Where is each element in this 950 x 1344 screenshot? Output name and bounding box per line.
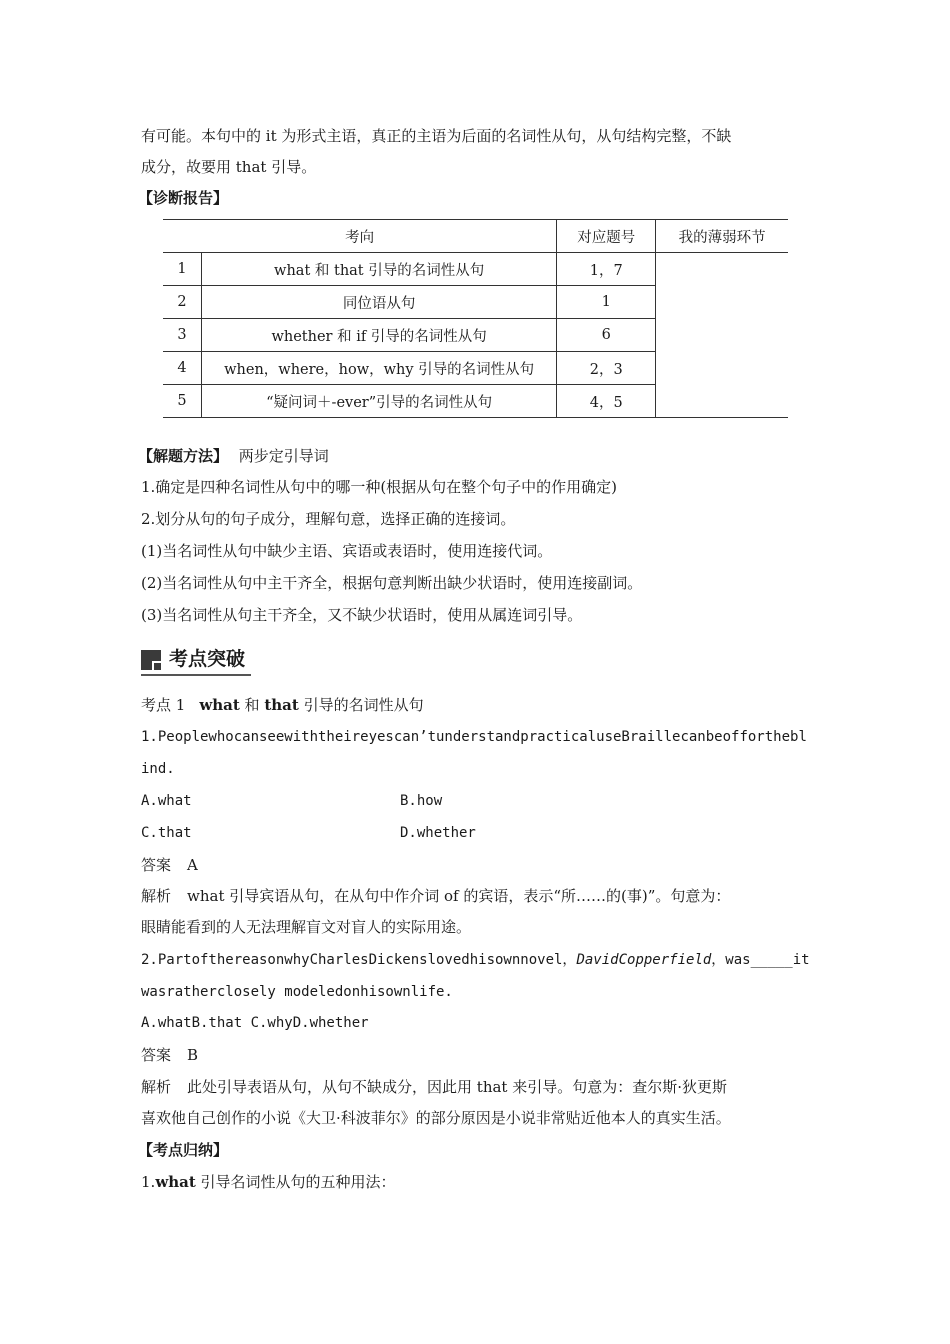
method-step-2-1: (1)当名词性从句中缺少主语、宾语或表语时，使用连接代词。 — [141, 542, 553, 560]
row-topic: “疑问词＋-ever”引导的名词性从句 — [201, 385, 556, 418]
diagnosis-table — [163, 219, 788, 418]
question-1-option-b: B.how — [400, 793, 443, 809]
column-header-topic: 考向 — [163, 220, 557, 253]
question-1-option-d: D.whether — [400, 825, 476, 841]
question-1-option-c: C.that — [141, 825, 192, 841]
analysis-text: 此处引导表语从句，从句不缺成分，因此用 that 来引导。句意为：查尔斯·狄更斯 — [187, 1078, 727, 1096]
row-number: 1 — [163, 253, 201, 286]
question-2-text-post: ，was_____it — [711, 952, 810, 968]
question-2-options: A.whatB.that C.whyD.whether — [141, 1015, 369, 1031]
question-1-option-a: A.what — [141, 793, 192, 809]
row-topic: 同位语从句 — [201, 286, 556, 319]
column-header-items: 对应题号 — [557, 220, 656, 253]
question-1-analysis-line-2: 眼睛能看到的人无法理解盲文对盲人的实际用途。 — [141, 918, 472, 936]
section-title: 考点突破 — [169, 648, 246, 670]
row-items: 2，3 — [557, 352, 656, 385]
point-1-connector: 和 — [239, 696, 265, 714]
method-step-2: 2.划分从句的句子成分，理解句意，选择正确的连接词。 — [141, 510, 516, 528]
point-1-title — [141, 695, 424, 715]
question-1-analysis-line-1 — [141, 886, 730, 906]
question-2-novel-title: DavidCopperfield — [576, 952, 712, 968]
row-number: 5 — [163, 385, 201, 418]
diagnosis-heading: 【诊断报告】 — [138, 189, 229, 207]
table-header-row — [163, 220, 788, 253]
method-step-2-3: (3)当名词性从句主干齐全，又不缺少状语时，使用从属连词引导。 — [141, 606, 583, 624]
question-2-line-1 — [141, 950, 810, 970]
answer-label: 答案 — [141, 856, 172, 874]
method-title: 两步定引导词 — [238, 447, 329, 465]
row-items: 6 — [557, 319, 656, 352]
question-1-line-1: 1.Peoplewhocanseewiththeireyescan’tunderstandpracticaluseBraillecanbeofforthebl — [141, 729, 807, 745]
point-1-keyword-what: what — [199, 696, 240, 714]
row-items: 4，5 — [557, 385, 656, 418]
analysis-label: 解析 — [141, 887, 172, 905]
point-1-keyword-that: that — [264, 696, 299, 714]
row-items: 1 — [557, 286, 656, 319]
analysis-text: what 引导宾语从句，在从句中作介词 of 的宾语，表示“所……的(事)”。句意为： — [187, 887, 731, 905]
summary-item-keyword: what — [155, 1173, 196, 1191]
row-topic: whether 和 if 引导的名词性从句 — [201, 319, 556, 352]
weakness-cell[interactable] — [656, 253, 788, 418]
question-2-line-2: wasratherclosely modeledonhisownlife. — [141, 984, 453, 1000]
column-header-weakness: 我的薄弱环节 — [656, 220, 788, 253]
summary-item-1 — [141, 1172, 396, 1192]
question-2-text-pre: 2.PartofthereasonwhyCharlesDickenslovedhisownnovel， — [141, 952, 577, 968]
question-1-line-2: ind. — [141, 761, 175, 777]
method-step-1: 1.确定是四种名词性从句中的哪一种(根据从句在整个句子中的作用确定) — [141, 478, 618, 496]
table-row — [163, 253, 788, 286]
row-number: 3 — [163, 319, 201, 352]
point-1-title-tail: 引导的名词性从句 — [298, 696, 424, 714]
question-2-analysis-line-2: 喜欢他自己创作的小说《大卫·科波菲尔》的部分原因是小说非常贴近他本人的真实生活。 — [141, 1109, 731, 1127]
answer-value: A — [187, 856, 198, 874]
section-marker-icon — [141, 650, 161, 670]
row-topic: what 和 that 引导的名词性从句 — [201, 253, 556, 286]
row-number: 2 — [163, 286, 201, 319]
method-heading: 【解题方法】 — [138, 447, 229, 465]
analysis-label: 解析 — [141, 1078, 172, 1096]
answer-label: 答案 — [141, 1046, 172, 1064]
question-1-answer — [141, 855, 198, 875]
question-2-answer — [141, 1045, 198, 1065]
row-topic: when，where，how，why 引导的名词性从句 — [201, 352, 556, 385]
summary-item-number: 1. — [141, 1173, 156, 1191]
question-2-analysis-line-1 — [141, 1077, 727, 1097]
row-number: 4 — [163, 352, 201, 385]
intro-line-2: 成分，故要用 that 引导。 — [141, 158, 317, 176]
method-step-2-2: (2)当名词性从句中主干齐全，根据句意判断出缺少状语时，使用连接副词。 — [141, 574, 643, 592]
point-1-label: 考点 1 — [141, 696, 186, 714]
method-heading-line — [138, 446, 329, 466]
summary-heading: 【考点归纳】 — [138, 1141, 229, 1159]
section-divider — [141, 674, 251, 676]
summary-item-text: 引导名词性从句的五种用法： — [195, 1173, 396, 1191]
row-items: 1，7 — [557, 253, 656, 286]
answer-value: B — [187, 1046, 199, 1064]
intro-line-1: 有可能。本句中的 it 为形式主语，真正的主语为后面的名词性从句，从句结构完整，不缺 — [141, 127, 732, 145]
